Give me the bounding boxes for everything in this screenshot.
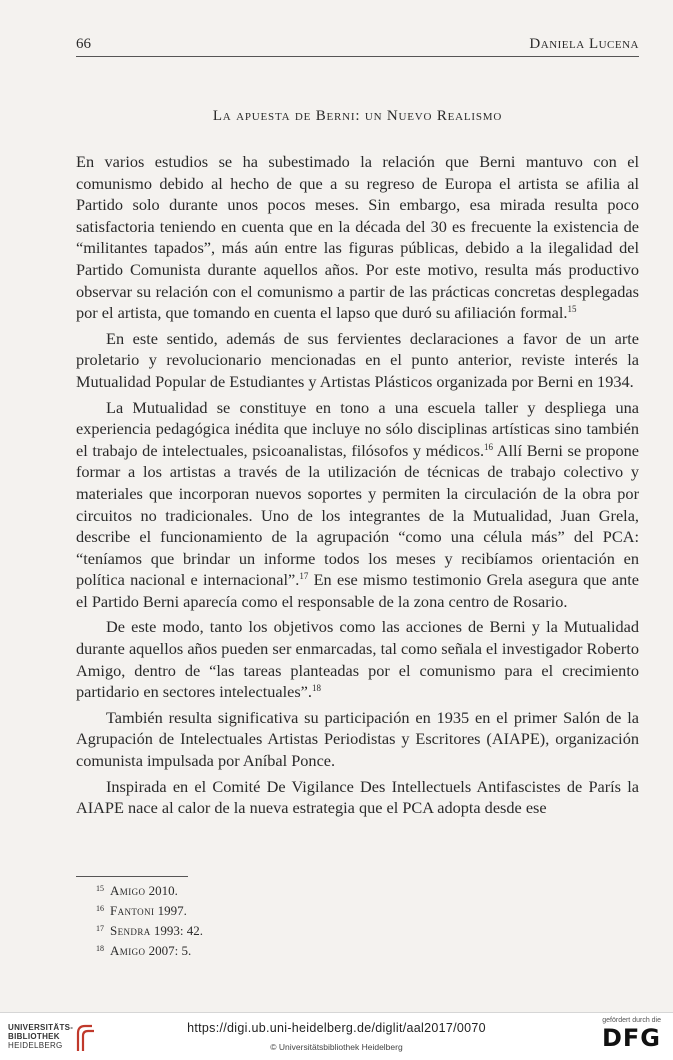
body-paragraph bbox=[76, 151, 639, 324]
paragraph-text: Inspirada en el Comité De Vigilance Des Intellectuels Antifascistes de París la AIAPE nace al calor de la nueva estrategia que el PCA adopta desde ese bbox=[76, 776, 639, 818]
section-title: La apuesta de Berni: un Nuevo Realismo bbox=[212, 108, 503, 124]
footnote-marker[interactable]: 18 bbox=[311, 683, 321, 694]
dfg-caption: gefördert durch die bbox=[602, 1017, 661, 1024]
footnote-author: Amigo bbox=[110, 943, 146, 958]
footnote-citation: 1997. bbox=[154, 903, 187, 918]
body-paragraph bbox=[76, 397, 639, 613]
footnote-marker[interactable]: 15 bbox=[567, 304, 577, 315]
footnote-marker[interactable]: 17 bbox=[299, 571, 309, 582]
paragraph-text: También resulta significativa su participación en 1935 en el primer Salón de la Agrupación de Intelectuales Artistas Periodistas y Escritores (AIAPE), organización comunista impulsada por Aníbal Ponce. bbox=[76, 707, 639, 771]
footnote bbox=[96, 900, 496, 920]
library-name: UNIVERSITÄTS- BIBLIOTHEK HEIDELBERG bbox=[8, 1023, 74, 1050]
body-paragraph bbox=[76, 328, 639, 393]
running-head bbox=[76, 36, 639, 57]
footnote bbox=[96, 920, 496, 940]
footnote-author: Amigo bbox=[110, 883, 146, 898]
body-paragraph bbox=[76, 616, 639, 702]
paragraph-text: La Mutualidad se constituye en tono a una escuela taller y despliega una experiencia pedagógica inédita que incluye no sólo disciplinas artísticas sino también el trabajo de intelectuales, psicoanalistas, filósofos y médicos. bbox=[76, 397, 639, 460]
footnote-rule bbox=[76, 876, 188, 877]
paragraph-text: En este sentido, además de sus fervientes declaraciones a favor de un arte proletario y revolucionario mencionadas en el punto anterior, reviste interés la Mutualidad Popular de Estudiantes y Artistas Plásticos organizada por Berni en 1934. bbox=[76, 328, 639, 391]
paragraph-text: De este modo, tanto los objetivos como las acciones de Berni y la Mutualidad durante aquellos años pueden ser enmarcadas, tal como señala el investigador Roberto Amigo, dentro de “las tareas planteadas por el comunismo para el crecimiento partidario en sectores intelectuales”. bbox=[76, 617, 639, 702]
footnote-author: Fantoni bbox=[110, 903, 155, 918]
footnote-number: 18 bbox=[96, 944, 104, 953]
footnote-marker[interactable]: 16 bbox=[484, 441, 494, 452]
paragraph-text: Allí Berni se propone formar a los artistas a través de la utilización de técnicas de trabajo colectivo y materiales que incorporan nuevos soportes y permiten la circulación de la obra por circuitos no tradicionales. Uno de los integrantes de la Mutualidad, Juan Grela, describe el funcionamiento de la agrupación “como una célula más” del PCA: “teníamos que brindar un informe todos los meses y recibíamos orientación en política nacional e internacional”. bbox=[76, 440, 640, 590]
footnote-author: Sendra bbox=[110, 923, 151, 938]
permalink-url[interactable]: https://digi.ub.uni-heidelberg.de/diglit/aal2017/0070 bbox=[187, 1021, 486, 1035]
viewer-footer bbox=[0, 1012, 673, 1060]
footnotes bbox=[96, 880, 496, 960]
dfg-wordmark: DFG bbox=[601, 1024, 661, 1052]
footnote-citation: 2010. bbox=[145, 883, 178, 898]
footnote bbox=[96, 880, 496, 900]
body-paragraph bbox=[76, 707, 639, 772]
paragraph-text: En ese mismo testimonio Grela asegura que ante el Partido Berni aparecía como el responsable de la zona centro de Rosario. bbox=[76, 570, 639, 611]
footnote-number: 17 bbox=[96, 924, 104, 933]
paragraph-text: En varios estudios se ha subestimado la relación que Berni mantuvo con el comunismo debido al hecho de que a su regreso de Europa el artista se afilia al Partido solo durante unos pocos meses. Sin embargo, esa mirada resulta poco satisfactoria teniendo en cuenta que en la década del 30 es frecuente la existencia de “militantes tapados”, más aún entre las figuras públicas, debido a la ilegalidad del Partido Comunista durante aquellos años. Por este motivo, resulta más productivo observar su relación con el comunismo a partir de las prácticas concretas desplegadas por el artista, que tomando en cuenta el lapso que duró su afiliación formal. bbox=[76, 152, 639, 323]
footnote-number: 15 bbox=[96, 884, 104, 893]
body-text bbox=[76, 151, 639, 823]
page-number: 66 bbox=[76, 36, 91, 52]
footnote bbox=[96, 940, 496, 960]
body-paragraph bbox=[76, 776, 639, 819]
copyright-notice: © Universitätsbibliothek Heidelberg bbox=[270, 1042, 403, 1052]
footnote-citation: 2007: 5. bbox=[145, 943, 192, 958]
footnote-citation: 1993: 42. bbox=[150, 923, 204, 938]
running-head-author: Daniela Lucena bbox=[529, 36, 639, 52]
dfg-logo[interactable] bbox=[581, 1017, 661, 1057]
footnote-number: 16 bbox=[96, 904, 104, 913]
